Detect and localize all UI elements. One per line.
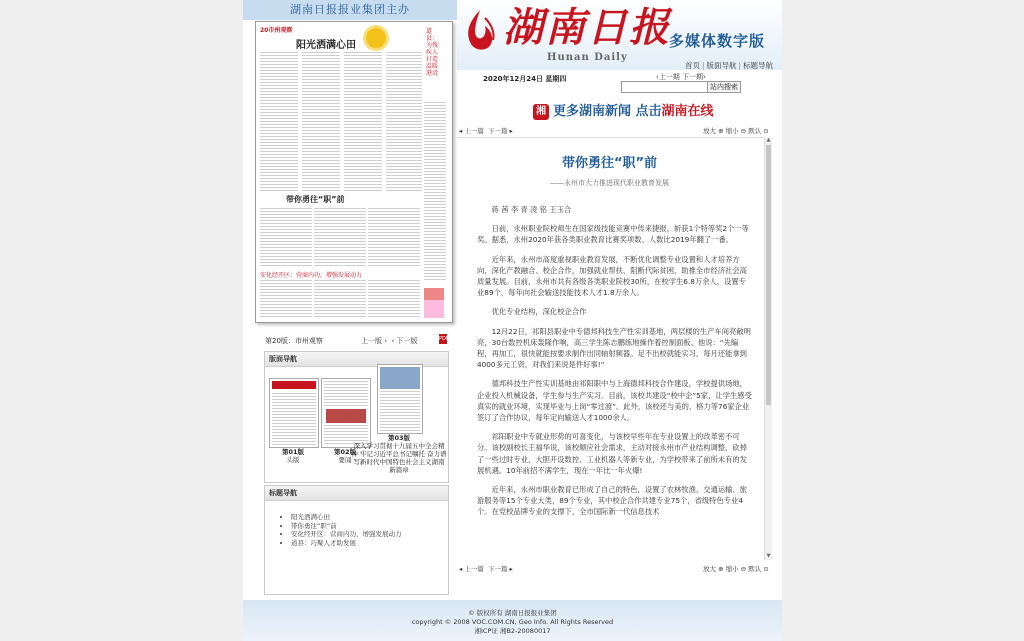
search-input[interactable] bbox=[621, 81, 709, 93]
footer-icp[interactable]: 湘ICP证 湘B2-20080017 bbox=[474, 627, 551, 635]
thumb-headline-2[interactable]: 带你勇往“职”前 bbox=[286, 195, 345, 204]
thumb-headline-3[interactable]: 安化经开区：营商内功，增强发展动力 bbox=[260, 272, 363, 279]
page-navigation-title: 版面导航 bbox=[265, 352, 448, 367]
edition-name: 深入学习贯彻十九届五中全会精神 牢记习近平总书记嘱托 奋力谱写新时代中国特色社会主义湖南新篇章 bbox=[351, 442, 447, 474]
edition-name: 头版 bbox=[286, 456, 300, 464]
page-navigation-panel bbox=[264, 351, 449, 483]
edition-thumbnail-01[interactable] bbox=[269, 378, 319, 448]
edition-thumbnail-03[interactable] bbox=[377, 364, 423, 434]
zoom-out-icon[interactable]: ⊖ bbox=[740, 127, 747, 135]
thumb-text-column bbox=[260, 280, 312, 318]
article-paragraph: 优化专业结构，深化校企合作 bbox=[491, 307, 587, 317]
thumb-text-column bbox=[260, 208, 312, 268]
next-article-link[interactable]: 下一篇 bbox=[487, 565, 508, 573]
zoom-out-icon[interactable]: ⊖ bbox=[740, 565, 747, 573]
thumb-text-column bbox=[424, 102, 446, 282]
article-content bbox=[457, 137, 770, 561]
scroll-down-arrow-icon[interactable]: ▼ bbox=[766, 553, 771, 559]
zoom-reset-button[interactable]: 默认 bbox=[748, 565, 762, 573]
footer-copyright-cn: © 版权所有 湖南日报报业集团 bbox=[468, 609, 557, 617]
logo-title[interactable]: 湖南日报 bbox=[503, 4, 671, 51]
article-pager: ◂ 上一篇 下一篇 ▸ bbox=[459, 565, 513, 573]
thumb-headline-1[interactable]: 阳光洒满心田 bbox=[296, 40, 356, 51]
edition-number: 第03版 bbox=[387, 434, 411, 442]
edition-number: 第02版 bbox=[333, 448, 357, 456]
article-scrollbar[interactable] bbox=[764, 137, 772, 560]
article-paragraph: 日前，永州职业院校师生在国家级技能竞赛中传来捷报，斩获1个特等奖2个一等奖。据悉，永州2020年获各类职业教育比赛奖项数、人数比2019年翻了一番。 bbox=[477, 224, 749, 245]
thumb-masthead bbox=[272, 381, 316, 389]
zoom-in-button[interactable]: 放大 bbox=[703, 565, 716, 573]
article-paragraph: 12月22日，祁阳县职业中专德邦科技生产性实训基地，两层楼的生产车间亮敞明亮，30台数控机床轰隆作响，高三学生陈志鹏练地操作着控制面板。他说：“先编程，再加工，很快就能按要求制作出同轴射频器。足不出校就能实习，每月还能拿到4000多元工资，对我们来说是件好事!” bbox=[477, 326, 751, 370]
footer bbox=[243, 600, 782, 641]
article-paragraph: 近年来，永州市职业教育已形成了自己的特色，设置了农林牧渔、交通运输、旅游服务等15个专业大类，89个专业，其中校企合作共建专业75个，省级特色专业4个。在党校品牌专业的支撑下，全市国际新一代信息技术 bbox=[477, 485, 747, 517]
zoom-in-icon[interactable]: ⊕ bbox=[718, 565, 724, 573]
top-nav: 首页 | 版面导航 | 标题导航 bbox=[685, 61, 774, 70]
thumb-photo bbox=[380, 367, 420, 389]
zoom-out-button[interactable]: 缩小 bbox=[725, 127, 739, 135]
zoom-in-button[interactable]: 放大 bbox=[703, 127, 716, 135]
issue-nav: ‹上一期 下一期› bbox=[656, 73, 706, 81]
thumb-section-label: 20市州观察 bbox=[260, 27, 293, 34]
article-title: 带你勇往“职”前 bbox=[561, 156, 658, 171]
edition-number: 第01版 bbox=[281, 448, 305, 456]
prev-page-link[interactable]: 上一版 bbox=[361, 337, 382, 345]
zoom-reset-icon[interactable]: ⊙ bbox=[763, 565, 769, 573]
edition-label: 多媒体数字版 bbox=[669, 32, 766, 50]
newspaper-page-thumbnail[interactable] bbox=[255, 21, 453, 323]
title-list bbox=[265, 513, 448, 547]
sun-illustration-icon bbox=[366, 28, 386, 48]
zoom-reset-button[interactable]: 默认 bbox=[748, 127, 762, 135]
title-list-item[interactable]: • 带你勇往“职”前 bbox=[291, 522, 448, 531]
thumb-text-column bbox=[302, 52, 340, 192]
thumb-text-column bbox=[260, 52, 298, 192]
thumb-text-column bbox=[272, 393, 316, 445]
scroll-thumb[interactable] bbox=[766, 145, 771, 405]
title-list-item[interactable]: • 阳光洒满心田 bbox=[291, 513, 448, 522]
masthead bbox=[457, 0, 782, 70]
zoom-controls bbox=[703, 126, 769, 135]
prev-article-link[interactable]: 上一篇 bbox=[464, 565, 484, 573]
scroll-up-arrow-icon[interactable]: ▲ bbox=[766, 137, 771, 143]
next-article-link[interactable]: 下一篇 bbox=[487, 127, 508, 135]
thumb-photo bbox=[326, 409, 366, 423]
zoom-controls bbox=[703, 564, 769, 573]
nav-title-navigation-link[interactable]: 标题导航 bbox=[743, 61, 774, 70]
thumb-text-column bbox=[368, 280, 420, 318]
edition-name: 要闻 bbox=[338, 456, 352, 464]
flame-logo-icon bbox=[463, 8, 497, 52]
thumb-illustration bbox=[424, 288, 444, 318]
next-page-link[interactable]: 下一版 bbox=[396, 337, 418, 345]
promo-banner[interactable] bbox=[533, 100, 714, 124]
search-button[interactable]: 站内搜索 bbox=[707, 81, 741, 93]
article-nav-top bbox=[457, 124, 777, 136]
thumb-text-column bbox=[324, 381, 368, 407]
thumb-text-column bbox=[314, 208, 366, 268]
promo-text: 更多湖南新闻 点击 bbox=[553, 104, 662, 119]
title-list-item[interactable]: • 道县：巧聚人才助发展 bbox=[291, 539, 448, 548]
thumb-text-column bbox=[386, 52, 422, 192]
nav-home-link[interactable]: 首页 bbox=[685, 61, 700, 70]
article-nav-bottom bbox=[457, 562, 777, 574]
page-pager: 上一版 › ‹ 下一版 bbox=[361, 337, 418, 345]
prev-issue-link[interactable]: 上一期 bbox=[658, 73, 680, 81]
article-byline: 蒋 茜 李 青 凌 铭 王玉合 bbox=[491, 205, 572, 214]
zoom-in-icon[interactable]: ⊕ bbox=[718, 127, 724, 135]
article-paragraph: 近年来，永州市高度重视职业教育发展，不断优化调整专业设置和人才培养方向，深化产教融合、校企合作，加强就业帮扶、阻断代际贫困，助推全市经济社会高质量发展。目前，永州市共有各级各类职业院校30所，在校学生6.8万余人，设置专业89个，每年向社会输送技能技术人才1.8万余人。 bbox=[477, 254, 747, 298]
promo-icon: 湘 bbox=[533, 104, 549, 120]
thumb-text-column bbox=[314, 280, 366, 318]
zoom-reset-icon[interactable]: ⊙ bbox=[763, 127, 769, 135]
issue-date: 2020年12月24日 星期四 bbox=[483, 75, 567, 83]
title-navigation-panel bbox=[264, 485, 449, 595]
thumb-text-column bbox=[368, 208, 420, 268]
article-paragraph: 祁阳职业中专就业形势的可喜变化，与该校早些年在专业设置上的改革密不可分。该校副校长王福华说，该校顺应社会需求，主动对接永州市产业结构调整，砍掉了一些过时专业，大胆开设数控、工业机器人等新专业，为学校带来了前所未有的发展机遇。10年前招不满学生，现在一年比一年火爆! bbox=[477, 432, 747, 475]
page-info-bar bbox=[265, 334, 455, 346]
article-subtitle: ——永州市大力推进现代职业教育发展 bbox=[550, 179, 669, 187]
thumb-vertical-headline[interactable]: 道县：为残疾人打造温暖港湾 bbox=[426, 28, 439, 77]
promo-link[interactable]: 湖南在线 bbox=[661, 104, 714, 119]
group-banner: 湖南日报报业集团主办 bbox=[243, 0, 457, 20]
nav-page-navigation-link[interactable]: 版面导航 bbox=[706, 61, 737, 70]
pdf-icon[interactable]: PDF bbox=[439, 336, 449, 342]
edition-label-01[interactable] bbox=[269, 448, 317, 464]
thumb-text-column bbox=[344, 52, 382, 192]
prev-article-link[interactable]: 上一篇 bbox=[464, 127, 484, 135]
edition-label-03[interactable] bbox=[351, 434, 447, 474]
newspaper-page bbox=[243, 0, 782, 641]
title-navigation-title: 标题导航 bbox=[265, 486, 448, 501]
footer-copyright-en: copyright © 2008 VOC.COM.CN, Geo Info. All Rights Reserved bbox=[411, 618, 614, 626]
thumb-text-column bbox=[380, 391, 420, 431]
logo-subtitle: Hunan Daily bbox=[547, 52, 628, 63]
page-number-label: 第20版：市州观察 bbox=[265, 337, 323, 345]
article-body bbox=[477, 204, 752, 526]
title-list-item[interactable]: • 安化经开区：营商内功，增强发展动力 bbox=[291, 530, 448, 539]
article-pager: ◂ 上一篇 下一篇 ▸ bbox=[459, 127, 513, 135]
article-paragraph: 德邦科技生产性实训基地由祁阳职中与上海德邦科技合作建设，学校提供场地，企业投入机械设备，学生参与生产实习。目前，该校共建设“校中企”5家，让学生感受真实的就业环境，实现毕业与上岗“零过渡”。此外，该校还与美的、格力等76家企业签订了合作协议，每年定向输送人才1000余人。 bbox=[477, 379, 752, 423]
next-issue-link[interactable]: 下一期 bbox=[682, 73, 704, 81]
zoom-out-button[interactable]: 缩小 bbox=[725, 565, 739, 573]
